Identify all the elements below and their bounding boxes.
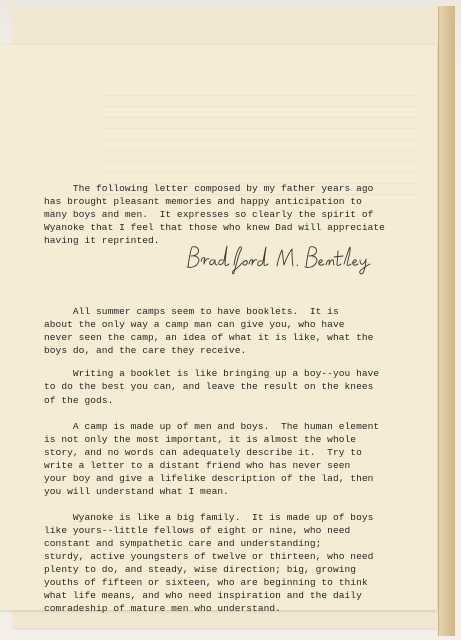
signature-block (44, 249, 424, 277)
text-line: sturdy, active youngsters of twelve or thirteen, who need (44, 550, 374, 562)
text-line: has brought pleasant memories and happy anticipation to (44, 196, 362, 208)
text-line: never seen the camp, an idea of what it is like, what the (44, 332, 374, 344)
paragraph (44, 511, 424, 615)
text-line: what life means, and who need inspiration and the daily (44, 590, 362, 602)
text-line: All summer camps seem to have booklets. It is (44, 306, 339, 318)
text-line: boys do, and the care they receive. (44, 345, 247, 357)
text-line: constant and sympathetic care and understanding; (44, 537, 322, 549)
text-line: youths of fifteen or sixteen, who are beginning to think (44, 577, 368, 589)
signature-image (182, 243, 372, 275)
intro-paragraph (44, 182, 424, 247)
document-page (0, 45, 437, 615)
text-line: like yours--little fellows of eight or nine, who need (44, 524, 351, 536)
text-line: comradeship of mature men who understand. (44, 603, 281, 615)
text-line: The following letter composed by my father years ago (44, 183, 374, 194)
text-line: Writing a booklet is like bringing up a boy--you have (44, 368, 380, 380)
text-line: your boy and give a lifelike description of the lad, then (44, 472, 374, 484)
text-line: to do the best you can, and leave the result on the knees (44, 381, 374, 393)
paragraph (44, 367, 424, 406)
letter-body (44, 182, 424, 615)
text-line: about the only way a camp man can give you, who have (44, 319, 345, 331)
text-line: many boys and men. It expresses so clearly the spirit of (44, 209, 374, 221)
text-line: write a letter to a distant friend who has never seen (44, 459, 351, 471)
text-line: is not only the most important, it is almost the whole (44, 433, 357, 445)
text-line: Wyanoke that I feel that those who knew Dad will appreciate (44, 222, 385, 234)
text-line: plenty to do, and steady, wise direction; big, growing (44, 564, 357, 576)
text-line: A camp is made up of men and boys. The human element (44, 420, 380, 432)
text-line: you will understand what I mean. (44, 485, 229, 497)
text-line: Wyanoke is like a big family. It is made up of boys (44, 511, 374, 523)
text-line: story, and no words can adequately describe it. Try to (44, 446, 362, 458)
text-line: of the gods. (44, 394, 114, 406)
text-line: having it reprinted. (44, 235, 160, 247)
paragraph (44, 305, 424, 357)
page-edge-strip (438, 6, 455, 636)
paragraph (44, 420, 424, 498)
